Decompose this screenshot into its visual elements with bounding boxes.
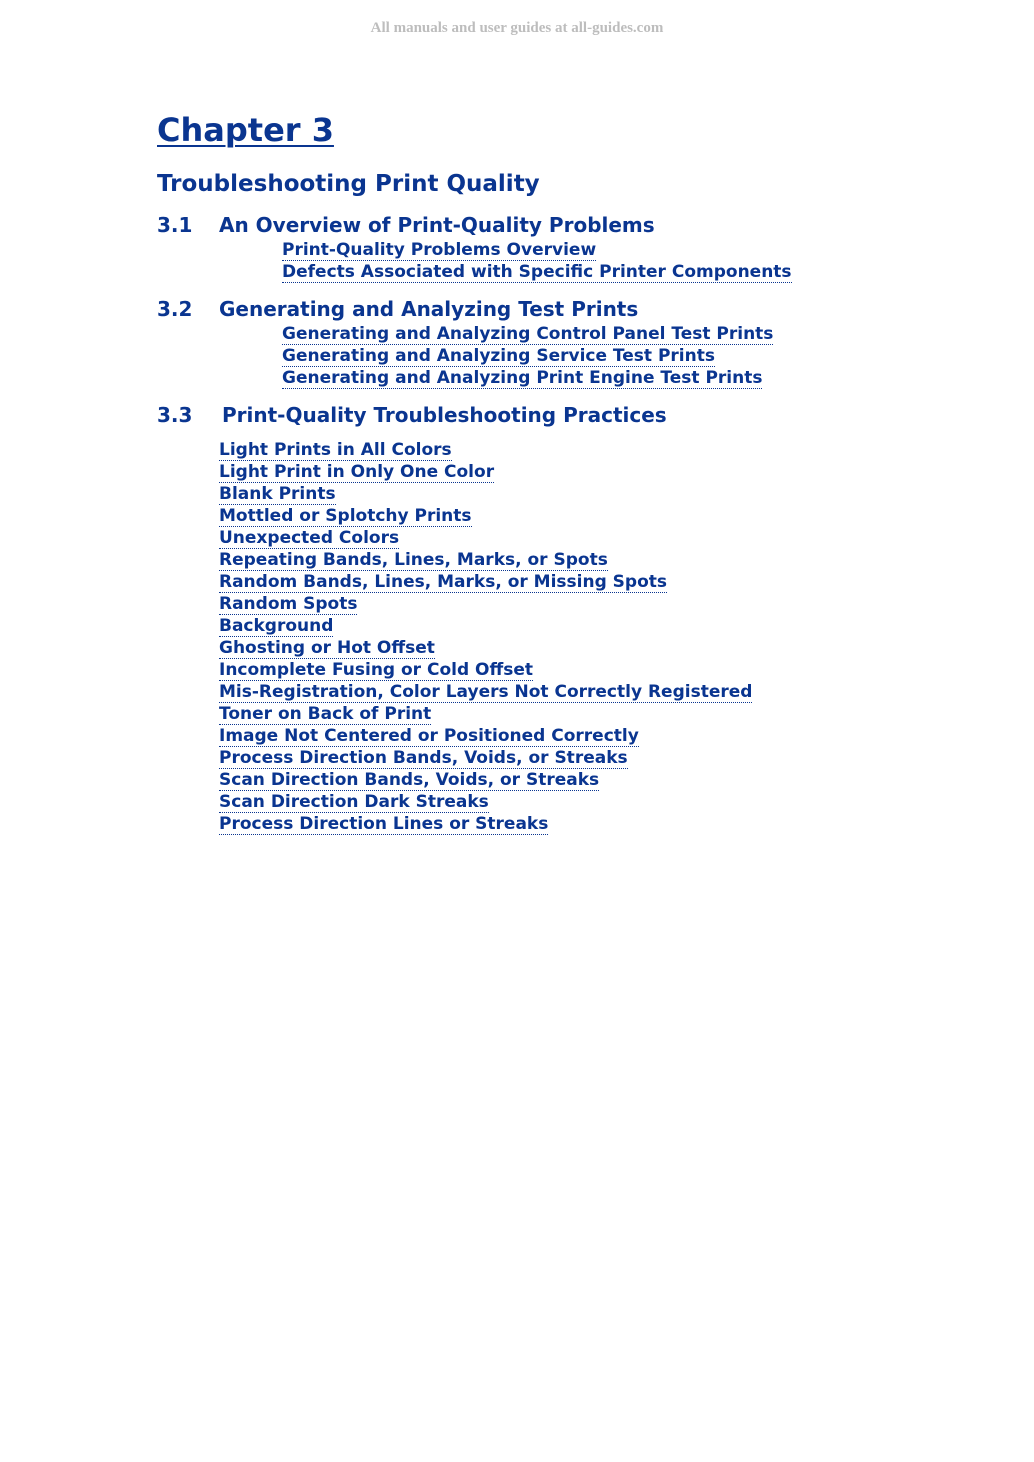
link-image-not-centered[interactable] [219,725,752,747]
section-title: Print-Quality Troubleshooting Practices [222,403,667,427]
link-label[interactable]: Defects Associated with Specific Printer Components [282,262,792,282]
watermark: All manuals and user guides at all-guides.com [370,20,664,36]
link-label[interactable]: Ghosting or Hot Offset [219,638,435,658]
section-title: Generating and Analyzing Test Prints [219,297,639,321]
link-scan-direction-dark-streaks[interactable] [219,791,752,813]
section-number: 3.1 [157,213,193,237]
section-title: An Overview of Print-Quality Problems [219,213,655,237]
link-label[interactable]: Light Prints in All Colors [219,440,452,460]
link-control-panel-test-prints[interactable] [282,323,773,345]
link-defects-associated-components[interactable] [282,261,792,283]
link-mis-registration[interactable] [219,681,752,703]
link-label[interactable]: Generating and Analyzing Print Engine Test Prints [282,368,763,388]
link-light-print-one-color[interactable] [219,461,752,483]
chapter-label[interactable]: Chapter 3 [157,111,334,149]
link-random-bands[interactable] [219,571,752,593]
link-label[interactable]: Blank Prints [219,484,336,504]
link-unexpected-colors[interactable] [219,527,752,549]
section-number: 3.2 [157,297,193,321]
link-label[interactable]: Incomplete Fusing or Cold Offset [219,660,534,680]
link-toner-on-back[interactable] [219,703,752,725]
link-label[interactable]: Background [219,616,334,636]
link-label[interactable]: Generating and Analyzing Control Panel Test Prints [282,324,774,344]
link-label[interactable]: Process Direction Lines or Streaks [219,814,549,834]
section-3-1-links [282,239,792,283]
link-print-quality-problems-overview[interactable] [282,239,792,261]
link-mottled-prints[interactable] [219,505,752,527]
link-ghosting-hot-offset[interactable] [219,637,752,659]
link-label[interactable]: Random Bands, Lines, Marks, or Missing Spots [219,572,668,592]
link-incomplete-fusing[interactable] [219,659,752,681]
link-label[interactable]: Toner on Back of Print [219,704,432,724]
section-number: 3.3 [157,403,193,427]
link-label[interactable]: Random Spots [219,594,358,614]
link-background[interactable] [219,615,752,637]
link-label[interactable]: Generating and Analyzing Service Test Prints [282,346,715,366]
link-repeating-bands[interactable] [219,549,752,571]
link-process-direction-lines[interactable] [219,813,752,835]
section-3-2-links [282,323,773,389]
link-print-engine-test-prints[interactable] [282,367,773,389]
link-label[interactable]: Print-Quality Problems Overview [282,240,597,260]
link-label[interactable]: Mis-Registration, Color Layers Not Correctly Registered [219,682,753,702]
section-3-3-links [219,439,752,835]
link-process-direction-bands[interactable] [219,747,752,769]
link-label[interactable]: Process Direction Bands, Voids, or Streaks [219,748,628,768]
link-service-test-prints[interactable] [282,345,773,367]
link-label[interactable]: Mottled or Splotchy Prints [219,506,472,526]
link-random-spots[interactable] [219,593,752,615]
link-light-prints-all-colors[interactable] [219,439,752,461]
link-label[interactable]: Repeating Bands, Lines, Marks, or Spots [219,550,608,570]
link-blank-prints[interactable] [219,483,752,505]
section-3-3-heading [157,402,667,428]
link-label[interactable]: Image Not Centered or Positioned Correctly [219,726,639,746]
section-3-2-heading [157,296,638,322]
chapter-title: Troubleshooting Print Quality [157,171,540,197]
link-label[interactable]: Unexpected Colors [219,528,400,548]
link-scan-direction-bands[interactable] [219,769,752,791]
link-label[interactable]: Scan Direction Bands, Voids, or Streaks [219,770,600,790]
link-label[interactable]: Light Print in Only One Color [219,462,495,482]
link-label[interactable]: Scan Direction Dark Streaks [219,792,489,812]
section-3-1-heading [157,212,655,238]
